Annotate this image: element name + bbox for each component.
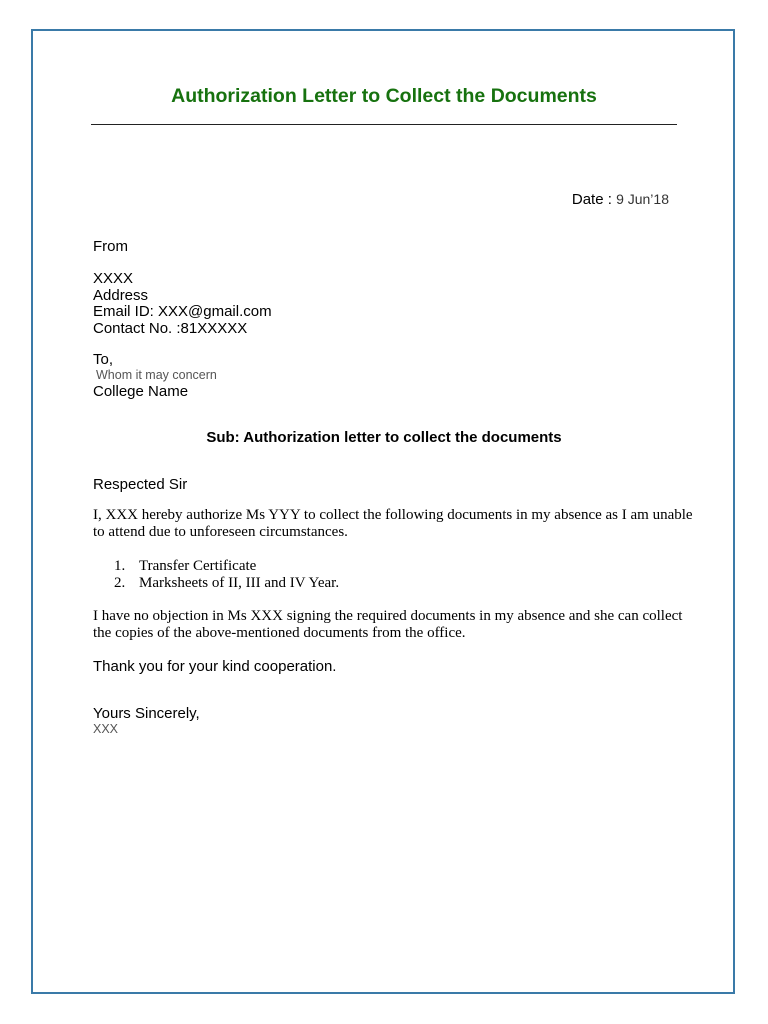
sender-name: XXXX bbox=[93, 270, 134, 287]
list-item-number: 2. bbox=[114, 575, 126, 591]
list-item-text: Transfer Certificate bbox=[139, 558, 257, 574]
title-divider bbox=[91, 124, 677, 125]
date-value: 9 Jun’18 bbox=[616, 191, 669, 207]
recipient-line-1: Whom it may concern bbox=[96, 368, 217, 382]
letter-title: Authorization Letter to Collect the Documents bbox=[171, 85, 597, 107]
recipient-line-2: College Name bbox=[93, 383, 189, 400]
to-label: To, bbox=[93, 351, 114, 368]
from-label: From bbox=[93, 238, 128, 255]
thanks-line: Thank you for your kind cooperation. bbox=[93, 658, 337, 675]
letter-subject: Sub: Authorization letter to collect the documents bbox=[206, 429, 562, 446]
date-label: Date bbox=[571, 191, 604, 208]
list-item bbox=[114, 558, 339, 575]
sender-address: Address bbox=[93, 287, 149, 304]
body-paragraph-1: I, XXX hereby authorize Ms YYY to collect the following documents in my absence as I am unable to attend due to unforeseen circumstances. bbox=[93, 507, 693, 540]
sender-contact: Contact No. :81XXXXX bbox=[93, 320, 248, 337]
signature-name: XXX bbox=[93, 722, 119, 736]
sender-email: Email ID: XXX@gmail.com bbox=[93, 303, 272, 320]
date-separator: : bbox=[603, 191, 617, 208]
body-paragraph-2: I have no objection in Ms XXX signing the required documents in my absence and she can collect the copies of the above-mentioned documents from the office. bbox=[93, 608, 683, 641]
salutation: Respected Sir bbox=[93, 476, 188, 493]
documents-list bbox=[114, 558, 339, 592]
closing: Yours Sincerely, bbox=[93, 705, 200, 722]
list-item-number: 1. bbox=[114, 558, 126, 574]
list-item bbox=[114, 575, 339, 592]
list-item-text: Marksheets of II, III and IV Year. bbox=[139, 575, 340, 591]
date-line bbox=[572, 191, 669, 208]
